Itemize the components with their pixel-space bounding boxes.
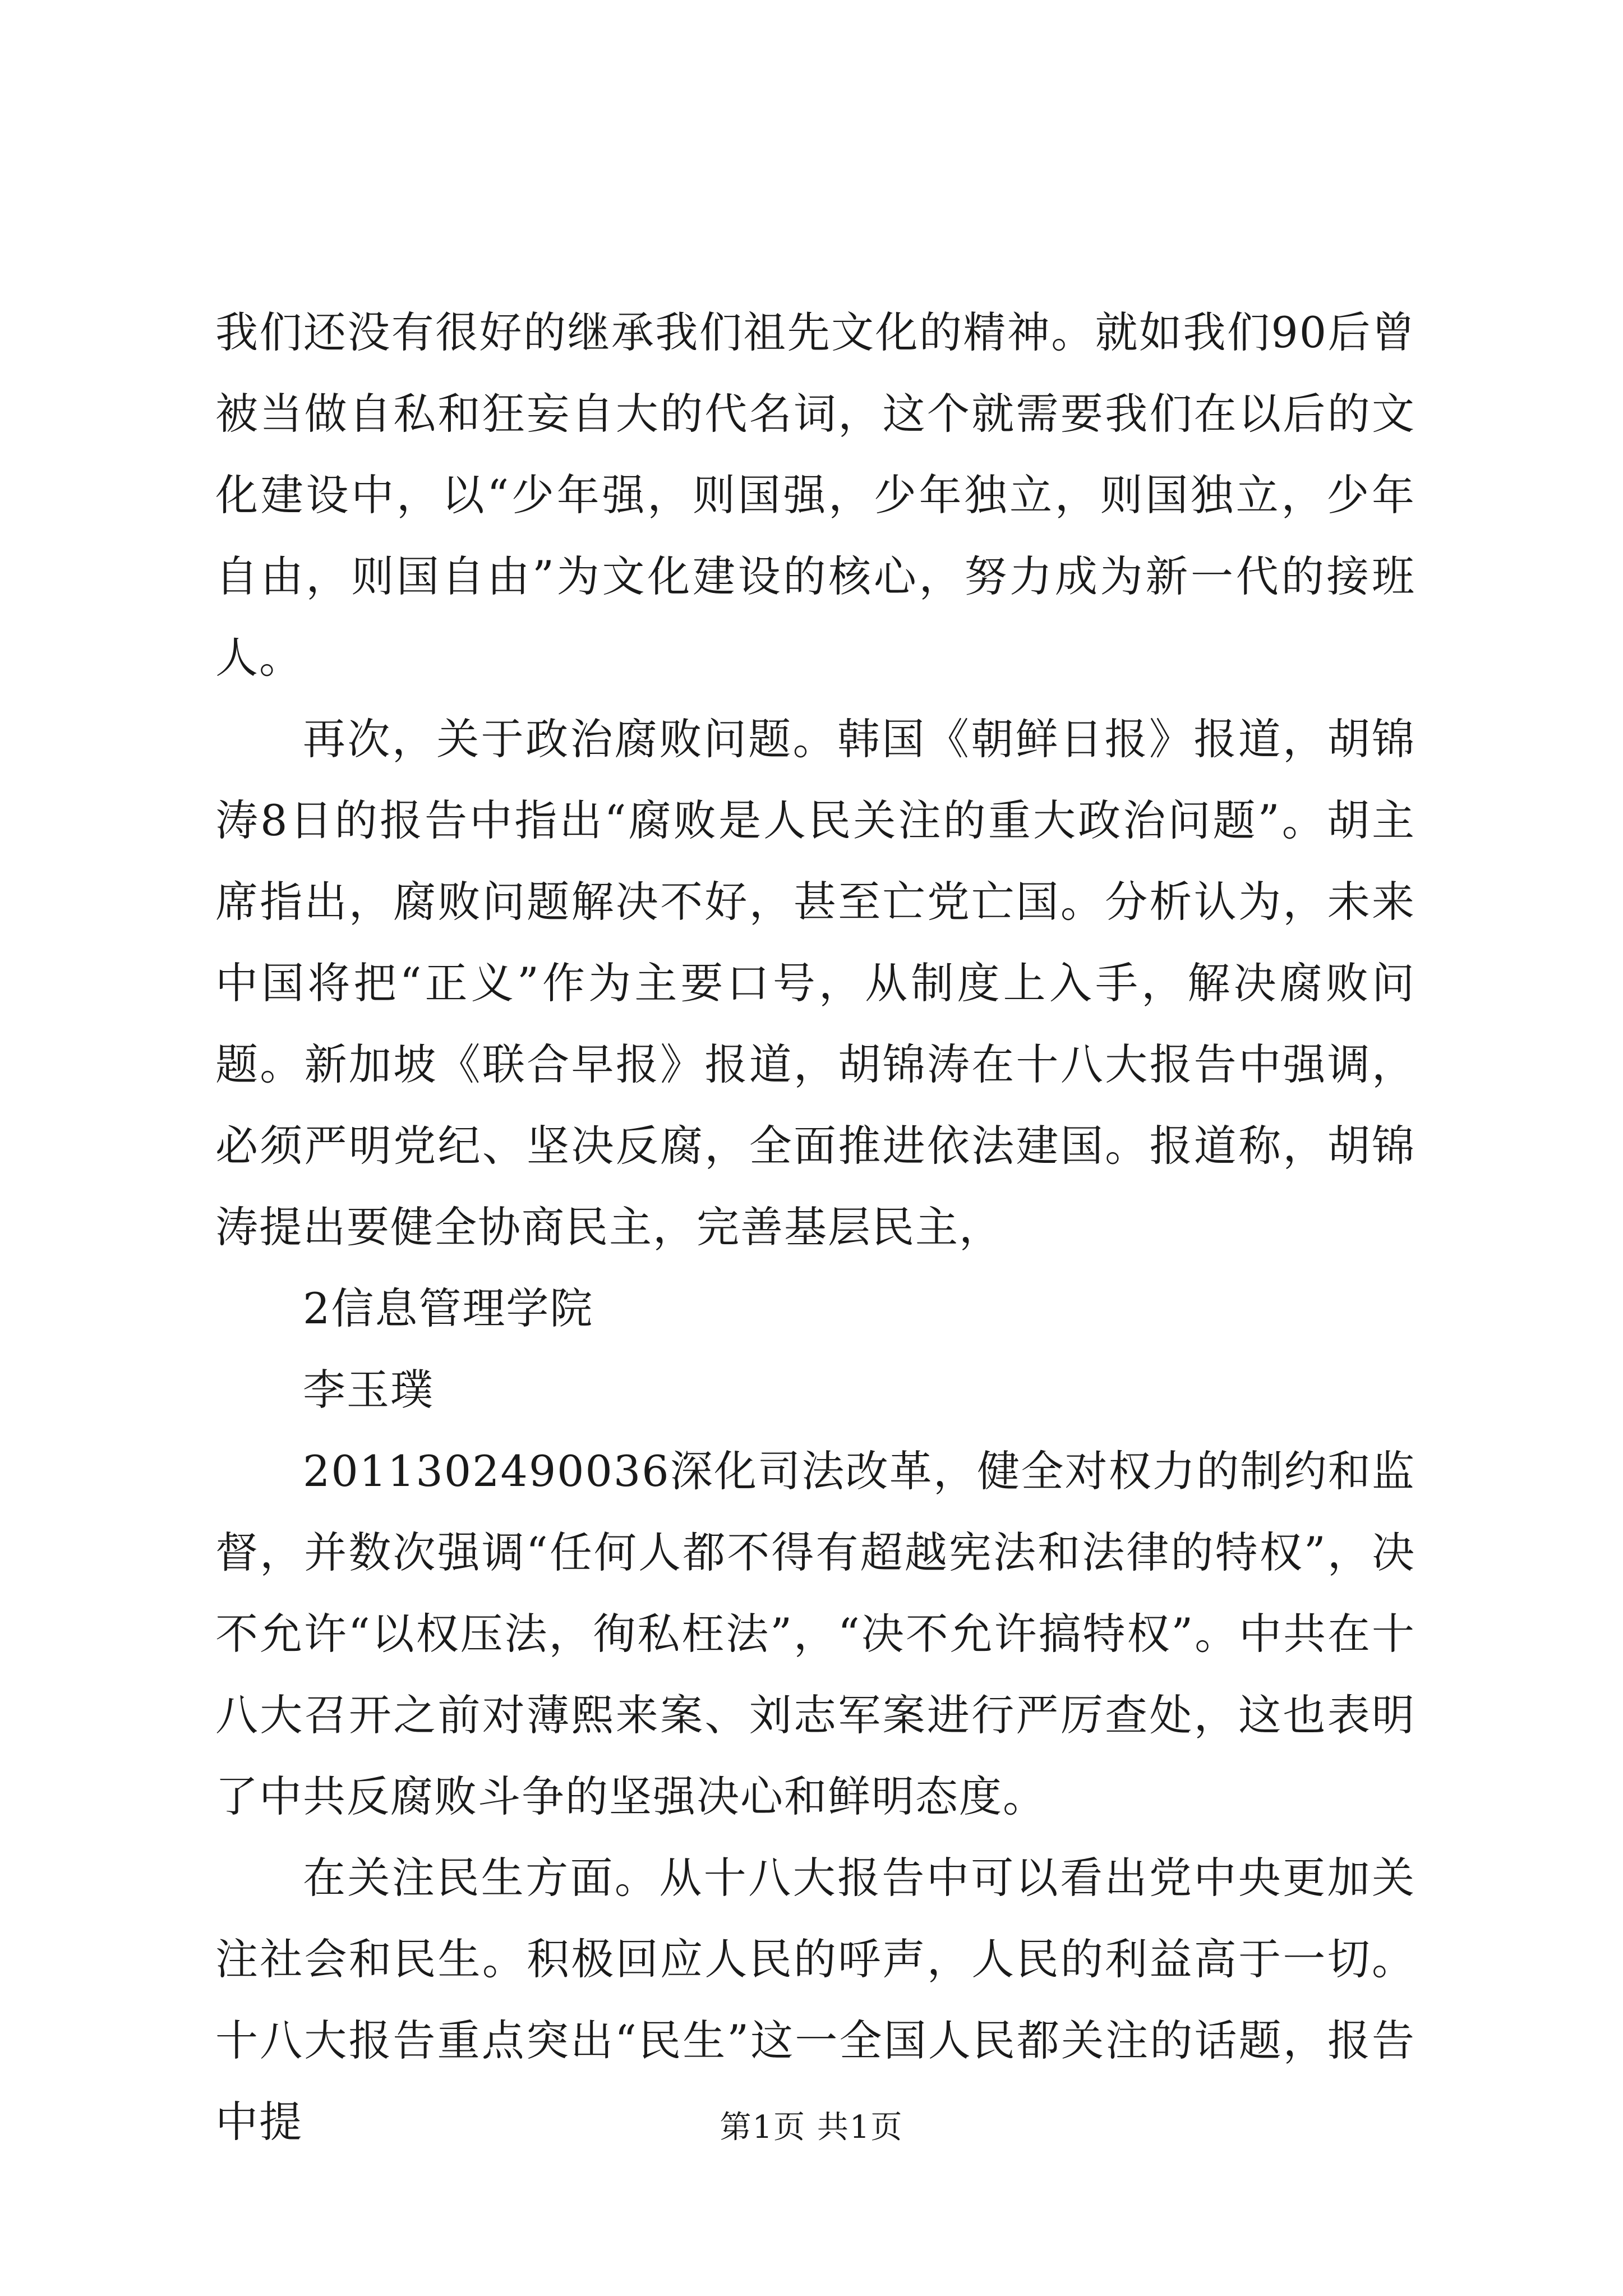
paragraph-corruption: 再次，关于政治腐败问题。韩国《朝鲜日报》报道，胡锦涛8日的报告中指出“腐败是人民关注的重大政治问题”。胡主席指出，腐败问题解决不好，甚至亡党亡国。分析认为，未来中国将把“正义”作为主要口号，从制度上入手，解决腐败问题。新加坡《联合早报》报道，胡锦涛在十八大报告中强调，必须严明党纪、坚决反腐，全面推进依法建国。报道称，胡锦涛提出要健全协商民主，完善基层民主， [215,714,1415,1252]
paragraph-livelihood: 在关注民生方面。从十八大报告中可以看出党中央更加关注社会和民生。积极回应人民的呼声，人民的利益高于一切。十八大报告重点突出“民生”这一全国人民都关注的话题，报告中提 [215,1853,1415,2147]
paragraph-judicial-reform: 2011302490036深化司法改革，健全对权力的制约和监督，并数次强调“任何人都不得有超越宪法和法律的特权”，决不允许“以权压法，徇私枉法”，“决不允许搞特权”。中共在十八大召开之前对薄熙来案、刘志军案进行严厉查处，这也表明了中共反腐败斗争的坚强决心和鲜明态度。 [215,1446,1415,1821]
paragraph-author: 李玉璞 [303,1365,434,1415]
paragraph-school: 2信息管理学院 [303,1283,594,1333]
page-footer: 第1页 共1页 [720,2109,903,2146]
paragraph-culture: 我们还没有很好的继承我们祖先文化的精神。就如我们90后曾被当做自私和狂妄自大的代名词，这个就需要我们在以后的文化建设中，以“少年强，则国强，少年独立，则国独立，少年自由，则国自由”为文化建设的核心，努力成为新一代的接班人。 [215,307,1415,683]
body-text [215,292,1415,2162]
